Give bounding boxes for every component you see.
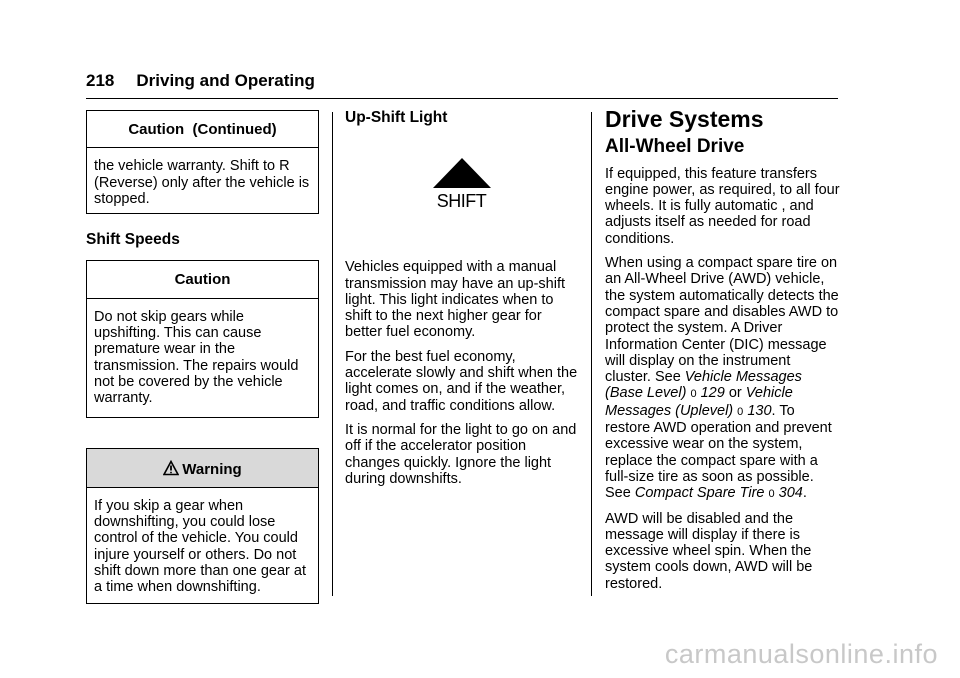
caution-continued-text: the vehicle warranty. Shift to R (Reverse) only after the vehicle is stopped. [94,158,310,207]
page-number: 218 [86,71,115,90]
caution-continued-heading: Caution (Continued) [87,111,318,148]
caution-heading: Caution [87,261,318,298]
warning-box [86,448,319,604]
caution-text: Do not skip gears while upshifting. This can cause premature wear in the transmission. The repairs would not be covered by the vehicle warranty. [94,308,299,407]
drive-systems-heading: Drive Systems [605,106,764,132]
page-ref-icon: 0 [690,388,697,401]
upshift-light-figure [345,156,578,228]
warning-icon [163,460,179,476]
column-right [605,106,840,592]
link-vehicle-messages-uplevel[interactable]: Vehicle Messages (Uplevel) [605,385,793,419]
caution-box [86,260,319,417]
section-title: Driving and Operating [136,71,315,90]
upshift-heading: Up-Shift Light [345,109,448,126]
column-divider-2 [591,112,592,596]
upshift-arrow-icon [430,156,494,190]
warning-text: If you skip a gear when downshifting, you could lose control of the vehicle. You could injure yourself or others. Do not shift down more than one gear at a time when downshifting. [94,497,306,596]
column-left [86,110,319,604]
upshift-paragraph-3: It is normal for the light to go on and off if the accelerator position changes quickly. Ignore the light during downshifts. [345,421,577,487]
page-ref-129[interactable]: 129 [700,385,725,402]
warning-heading: Warning [182,460,242,478]
awd-p2-text-2: or [724,385,746,402]
awd-p2-text-1: When using a compact spare tire on an All-Wheel Drive (AWD) vehicle, the system automatically detects the compact spare and disables AWD to protect the system. A Driver Information Center (DIC) message will display on the instrument cluster. See [605,255,839,386]
upshift-paragraph-2: For the best fuel economy, accelerate slowly and shift when the light comes on, and if the weather, road, and traffic conditions allow. [345,348,578,414]
awd-p2-text-4: . [802,485,807,502]
header-rule [86,98,838,99]
caution-continued-box [86,110,319,214]
awd-heading: All-Wheel Drive [605,136,745,158]
awd-paragraph-3: AWD will be disabled and the message will display if there is excessive wheel spin. When the system cools down, AWD will be restored. [605,510,813,592]
warning-heading-row [87,449,318,488]
upshift-icon-label: SHIFT [436,191,487,212]
page-header [86,71,315,91]
shift-speeds-heading: Shift Speeds [86,231,180,249]
awd-paragraph-1: If equipped, this feature transfers engine power, as required, to all four wheels. It is fully automatic , and adjusts itself as needed for road conditions. [605,165,840,247]
link-vehicle-messages-base[interactable]: Vehicle Messages (Base Level) [605,369,802,402]
column-divider-1 [332,112,333,596]
watermark: carmanualsonline.info [664,639,938,669]
awd-paragraph-2 [605,255,840,502]
link-compact-spare-tire[interactable]: Compact Spare Tire [634,485,765,502]
column-middle [345,110,578,487]
page-ref-304[interactable]: 304 [778,485,803,502]
upshift-paragraph-1: Vehicles equipped with a manual transmission may have an up-shift light. This light indicates when to shift to the next higher gear for better fuel economy. [345,259,566,341]
page-ref-130[interactable]: 130 [747,402,772,419]
page-ref-icon: 0 [768,488,775,501]
awd-p2-text-3: . To restore AWD operation and prevent excessive wear on the system, replace the compact spare with a full-size tire as soon as possible. See [605,402,832,502]
page-ref-icon: 0 [737,405,744,418]
